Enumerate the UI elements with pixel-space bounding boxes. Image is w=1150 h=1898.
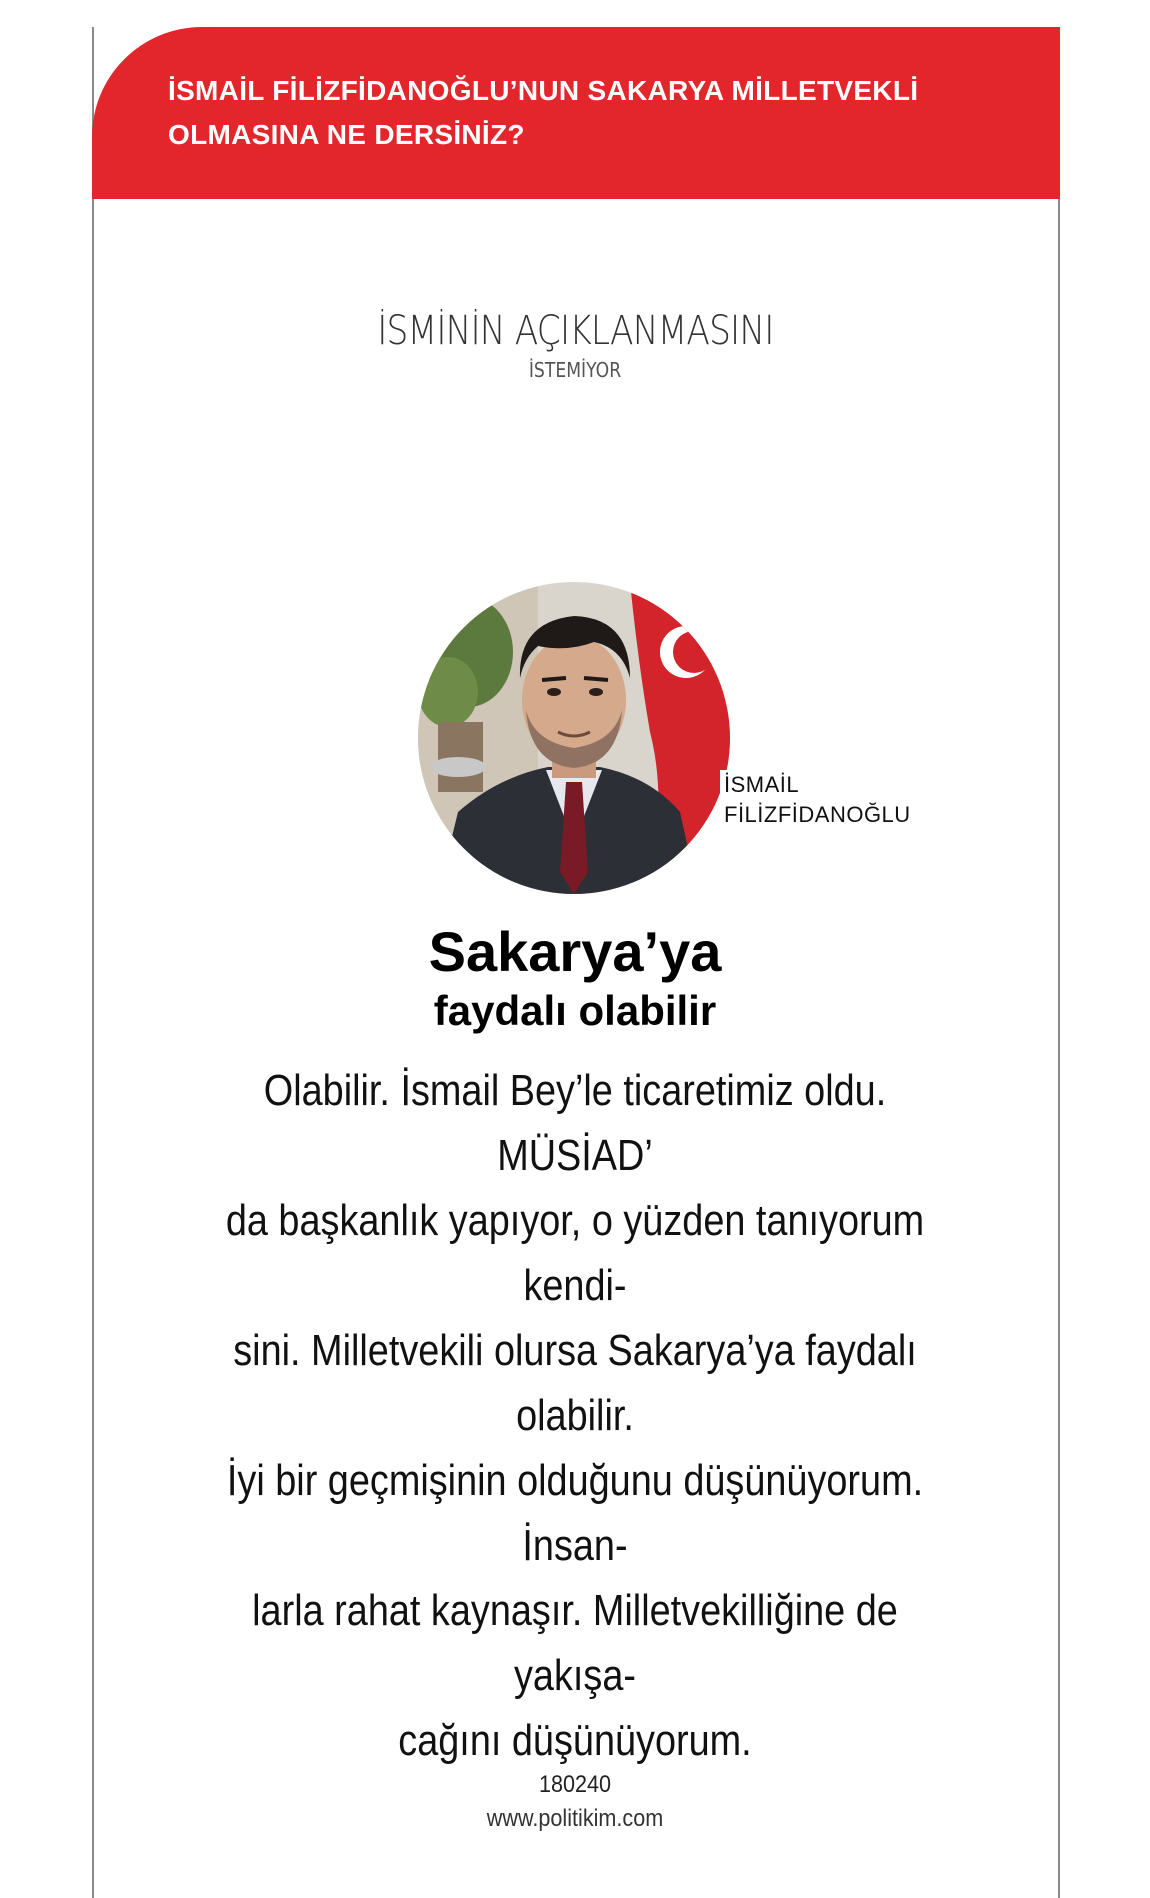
headline-line-1: Sakarya’ya <box>428 920 722 983</box>
footer-url-link[interactable]: www.politikim.com <box>486 1805 664 1832</box>
headline <box>0 920 1150 1038</box>
body-paragraph: Olabilir. İsmail Bey’le ticaretimiz oldu. MÜSİAD’ da başkanlık yapıyor, o yüzden tanıyorum kendi- sini. Milletvekili olursa Sakarya’ya faydalı olabilir. İyi bir geçmişinin olduğunu düşünüyorum. İnsan- larla rahat kaynaşır. Milletvekilliğine de yakışa- cağını düşünüyorum. <box>225 1066 925 1765</box>
header-title: İSMAİL FİLİZFİDANOĞLU’NUN SAKARYA MİLLETVEKLİ OLMASINA NE DERSİNİZ? <box>168 75 919 150</box>
headline-line-2: faydalı olabilir <box>433 987 717 1034</box>
source-block <box>0 308 1150 384</box>
portrait-illustration <box>418 582 730 894</box>
person-name-label: İSMAİL FİLİZFİDANOĞLU <box>720 770 915 830</box>
source-line-1: İSMİNİN AÇIKLANMASINI <box>376 308 774 354</box>
header-banner <box>92 27 1060 199</box>
portrait-photo <box>418 582 730 894</box>
source-line-2: İSTEMİYOR <box>528 358 622 382</box>
footer-id: 180240 <box>538 1771 612 1798</box>
footer <box>0 1768 1150 1836</box>
